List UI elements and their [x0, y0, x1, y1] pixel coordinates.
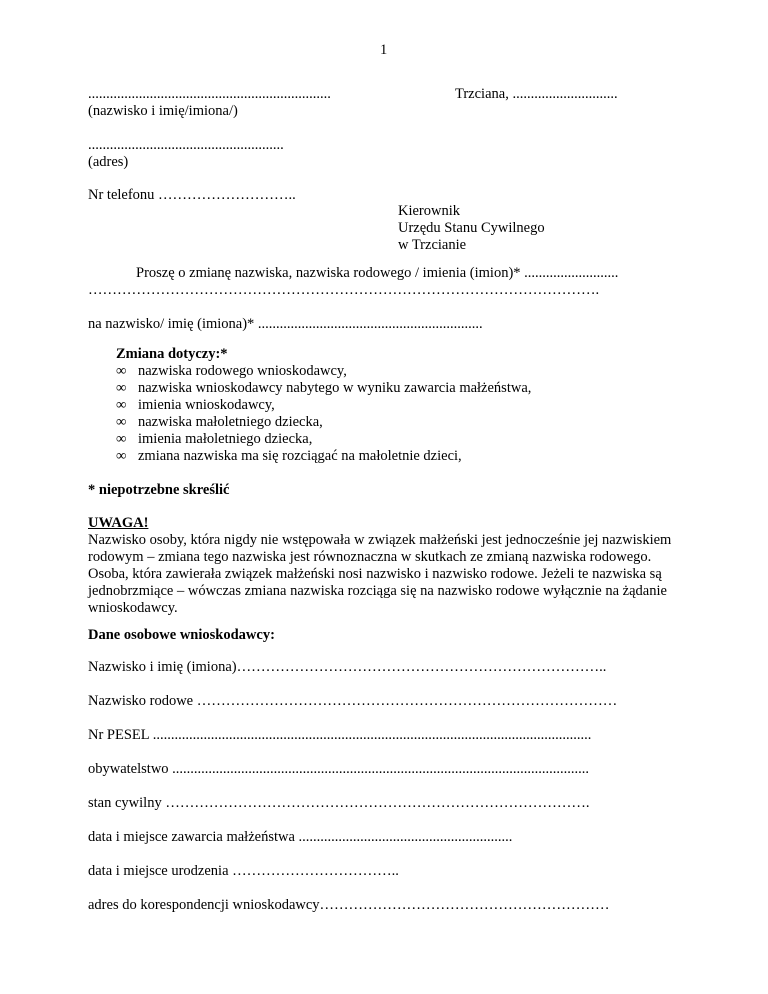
note-block [88, 515, 688, 617]
page-number: 1 [380, 42, 388, 58]
list-item-label: imienia małoletniego dziecka, [138, 431, 313, 447]
sender-name-dots: ................................................................... [88, 86, 331, 102]
list-item-label: zmiana nazwiska ma się rozciągać na małoletnie dzieci, [138, 448, 462, 464]
infinity-bullet-icon: ∞ [116, 363, 127, 379]
list-item [116, 363, 531, 380]
change-scope-block [116, 346, 531, 465]
list-item [116, 397, 531, 414]
infinity-bullet-icon: ∞ [116, 397, 127, 413]
change-scope-list [116, 363, 531, 465]
sender-phone: Nr telefonu ……………………….. [88, 187, 296, 203]
change-scope-title: Zmiana dotyczy:* [116, 346, 228, 362]
recipient-block [398, 203, 545, 254]
field-pesel: Nr PESEL ......................................................................................................................... [88, 727, 592, 743]
list-item-label: nazwiska rodowego wnioskodawcy, [138, 363, 347, 379]
field-family-name: Nazwisko rodowe …………………………………………………………………………… [88, 693, 618, 709]
field-marital-status: stan cywilny ……………………………………………………………………………. [88, 795, 590, 811]
infinity-bullet-icon: ∞ [116, 448, 127, 464]
footnote: * niepotrzebne skreślić [88, 482, 230, 498]
field-full-name: Nazwisko i imię (imiona)………………………………………………………………….. [88, 659, 607, 675]
list-item [116, 380, 531, 397]
infinity-bullet-icon: ∞ [116, 431, 127, 447]
list-item [116, 414, 531, 431]
sender-name-block [88, 86, 331, 120]
sender-address-block [88, 137, 284, 171]
new-name-line: na nazwisko/ imię (imiona)* .............................................................. [88, 316, 483, 332]
field-birth-date-place: data i miejsce urodzenia …………………………….. [88, 863, 399, 879]
list-item [116, 431, 531, 448]
request-paragraph [88, 265, 680, 299]
note-title: UWAGA! [88, 515, 149, 531]
personal-data-title: Dane osobowe wnioskodawcy: [88, 627, 275, 643]
sender-address-dots: ...................................................... [88, 137, 284, 153]
sender-address-label: (adres) [88, 154, 129, 170]
sender-name-label: (nazwisko i imię/imiona/) [88, 103, 238, 119]
recipient-line-2: Urzędu Stanu Cywilnego [398, 220, 545, 236]
request-line-1: Proszę o zmianę nazwiska, nazwiska rodowego / imienia (imion)* .......................... [136, 265, 619, 281]
infinity-bullet-icon: ∞ [116, 414, 127, 430]
list-item-label: nazwiska małoletniego dziecka, [138, 414, 323, 430]
note-text: Nazwisko osoby, która nigdy nie wstępowała w związek małżeński jest jednocześnie jej nazwiskiem rodowym – zmiana tego nazwiska jest równoznaczna w skutkach ze zmianą nazwiska rodowego. Osoba, która zawierała związek małżeński nosi nazwisko i nazwisko rodowe. Jeżeli te nazwiska są jednobrzmiące – wówczas zmiana nazwiska rozciąga się na nazwisko rodowe wyłącznie na żądanie wnioskodawcy. [88, 532, 672, 616]
request-line-2: ……………………………………………………………………………………………. [88, 282, 600, 298]
field-correspondence-address: adres do korespondencji wnioskodawcy…………………………………………………… [88, 897, 610, 913]
place-date: Trzciana, ............................. [455, 86, 618, 102]
recipient-line-1: Kierownik [398, 203, 461, 219]
list-item-label: imienia wnioskodawcy, [138, 397, 275, 413]
field-citizenship: obywatelstwo ................................................................................................................... [88, 761, 590, 777]
infinity-bullet-icon: ∞ [116, 380, 127, 396]
recipient-line-3: w Trzcianie [398, 237, 467, 253]
list-item [116, 448, 531, 465]
list-item-label: nazwiska wnioskodawcy nabytego w wyniku zawarcia małżeństwa, [138, 380, 532, 396]
field-marriage-date-place: data i miejsce zawarcia małżeństwa ........................................................... [88, 829, 513, 845]
